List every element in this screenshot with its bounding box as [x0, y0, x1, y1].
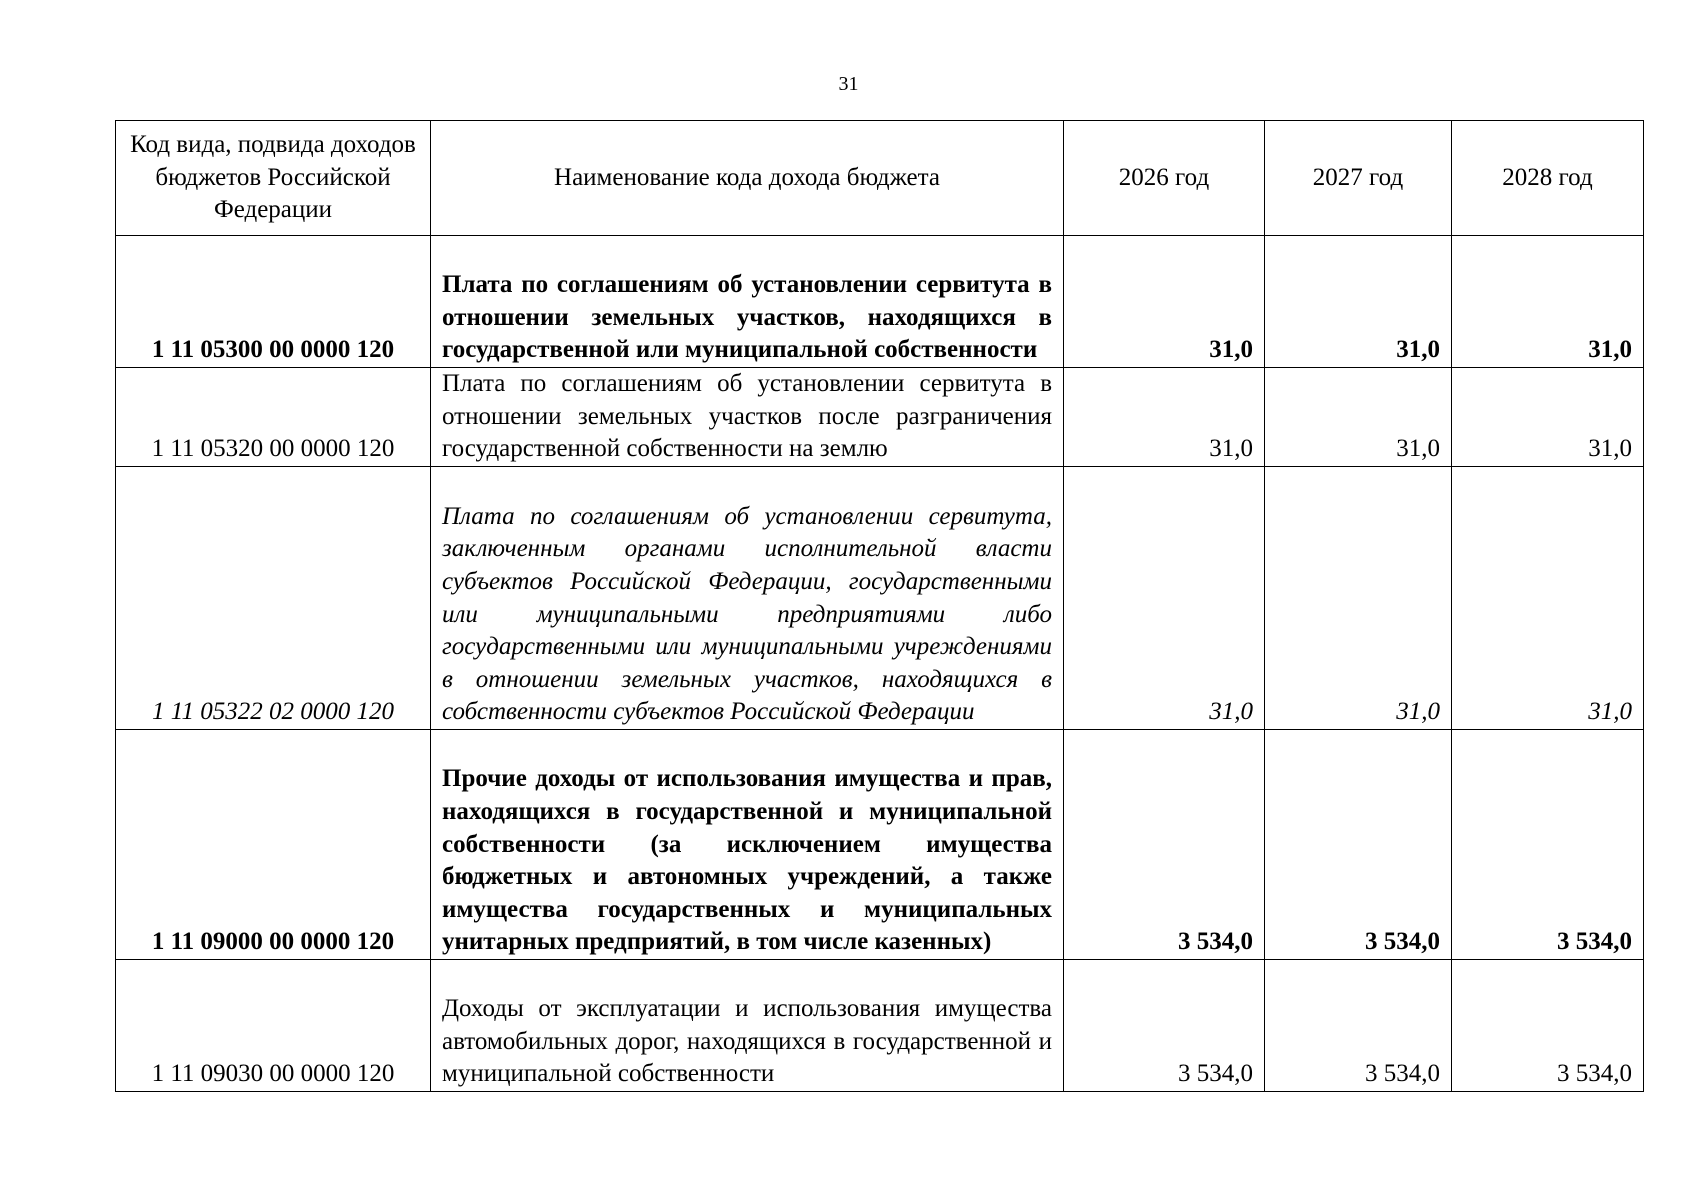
row-value-2026: 31,0	[1064, 368, 1265, 467]
row-value-2027: 3 534,0	[1265, 960, 1452, 1092]
row-value-2026: 3 534,0	[1064, 960, 1265, 1092]
row-name: Плата по соглашениям об установлении сервитута в отношении земельных участков после разграничения государственной собственности на землю	[431, 368, 1064, 467]
row-value-2027: 3 534,0	[1265, 730, 1452, 960]
header-name: Наименование кода дохода бюджета	[431, 121, 1064, 236]
row-value-2028: 31,0	[1452, 467, 1644, 730]
row-name: Доходы от эксплуатации и использования имущества автомобильных дорог, находящихся в государственной и муниципальной собственности	[431, 960, 1064, 1092]
row-value-2028: 3 534,0	[1452, 960, 1644, 1092]
row-code: 1 11 09030 00 0000 120	[116, 960, 431, 1092]
table-row	[116, 368, 1644, 467]
row-name: Плата по соглашениям об установлении сервитута, заключенным органами исполнительной власти субъектов Российской Федерации, государственными или муниципальными предприятиями либо государственными или муниципальными учреждениями в отношении земельных участков, находящихся в собственности субъектов Российской Федерации	[431, 467, 1064, 730]
row-value-2027: 31,0	[1265, 467, 1452, 730]
header-2028: 2028 год	[1452, 121, 1644, 236]
row-value-2028: 31,0	[1452, 368, 1644, 467]
row-value-2026: 31,0	[1064, 467, 1265, 730]
header-code: Код вида, подвида доходов бюджетов Российской Федерации	[116, 121, 431, 236]
row-value-2027: 31,0	[1265, 236, 1452, 368]
table-header-row	[116, 121, 1644, 236]
budget-revenue-table	[115, 120, 1644, 1092]
table-row	[116, 960, 1644, 1092]
row-code: 1 11 05322 02 0000 120	[116, 467, 431, 730]
header-2027: 2027 год	[1265, 121, 1452, 236]
row-code: 1 11 05320 00 0000 120	[116, 368, 431, 467]
table-row	[116, 236, 1644, 368]
row-value-2026: 31,0	[1064, 236, 1265, 368]
row-value-2027: 31,0	[1265, 368, 1452, 467]
row-name: Плата по соглашениям об установлении сервитута в отношении земельных участков, находящихся в государственной или муниципальной собственности	[431, 236, 1064, 368]
row-value-2026: 3 534,0	[1064, 730, 1265, 960]
header-2026: 2026 год	[1064, 121, 1265, 236]
table-row	[116, 730, 1644, 960]
page-number: 31	[838, 73, 859, 95]
row-code: 1 11 09000 00 0000 120	[116, 730, 431, 960]
row-value-2028: 3 534,0	[1452, 730, 1644, 960]
table-row	[116, 467, 1644, 730]
row-value-2028: 31,0	[1452, 236, 1644, 368]
row-name: Прочие доходы от использования имущества и прав, находящихся в государственной и муниципальной собственности (за исключением имущества бюджетных и автономных учреждений, а также имущества государственных и муниципальных унитарных предприятий, в том числе казенных)	[431, 730, 1064, 960]
row-code: 1 11 05300 00 0000 120	[116, 236, 431, 368]
